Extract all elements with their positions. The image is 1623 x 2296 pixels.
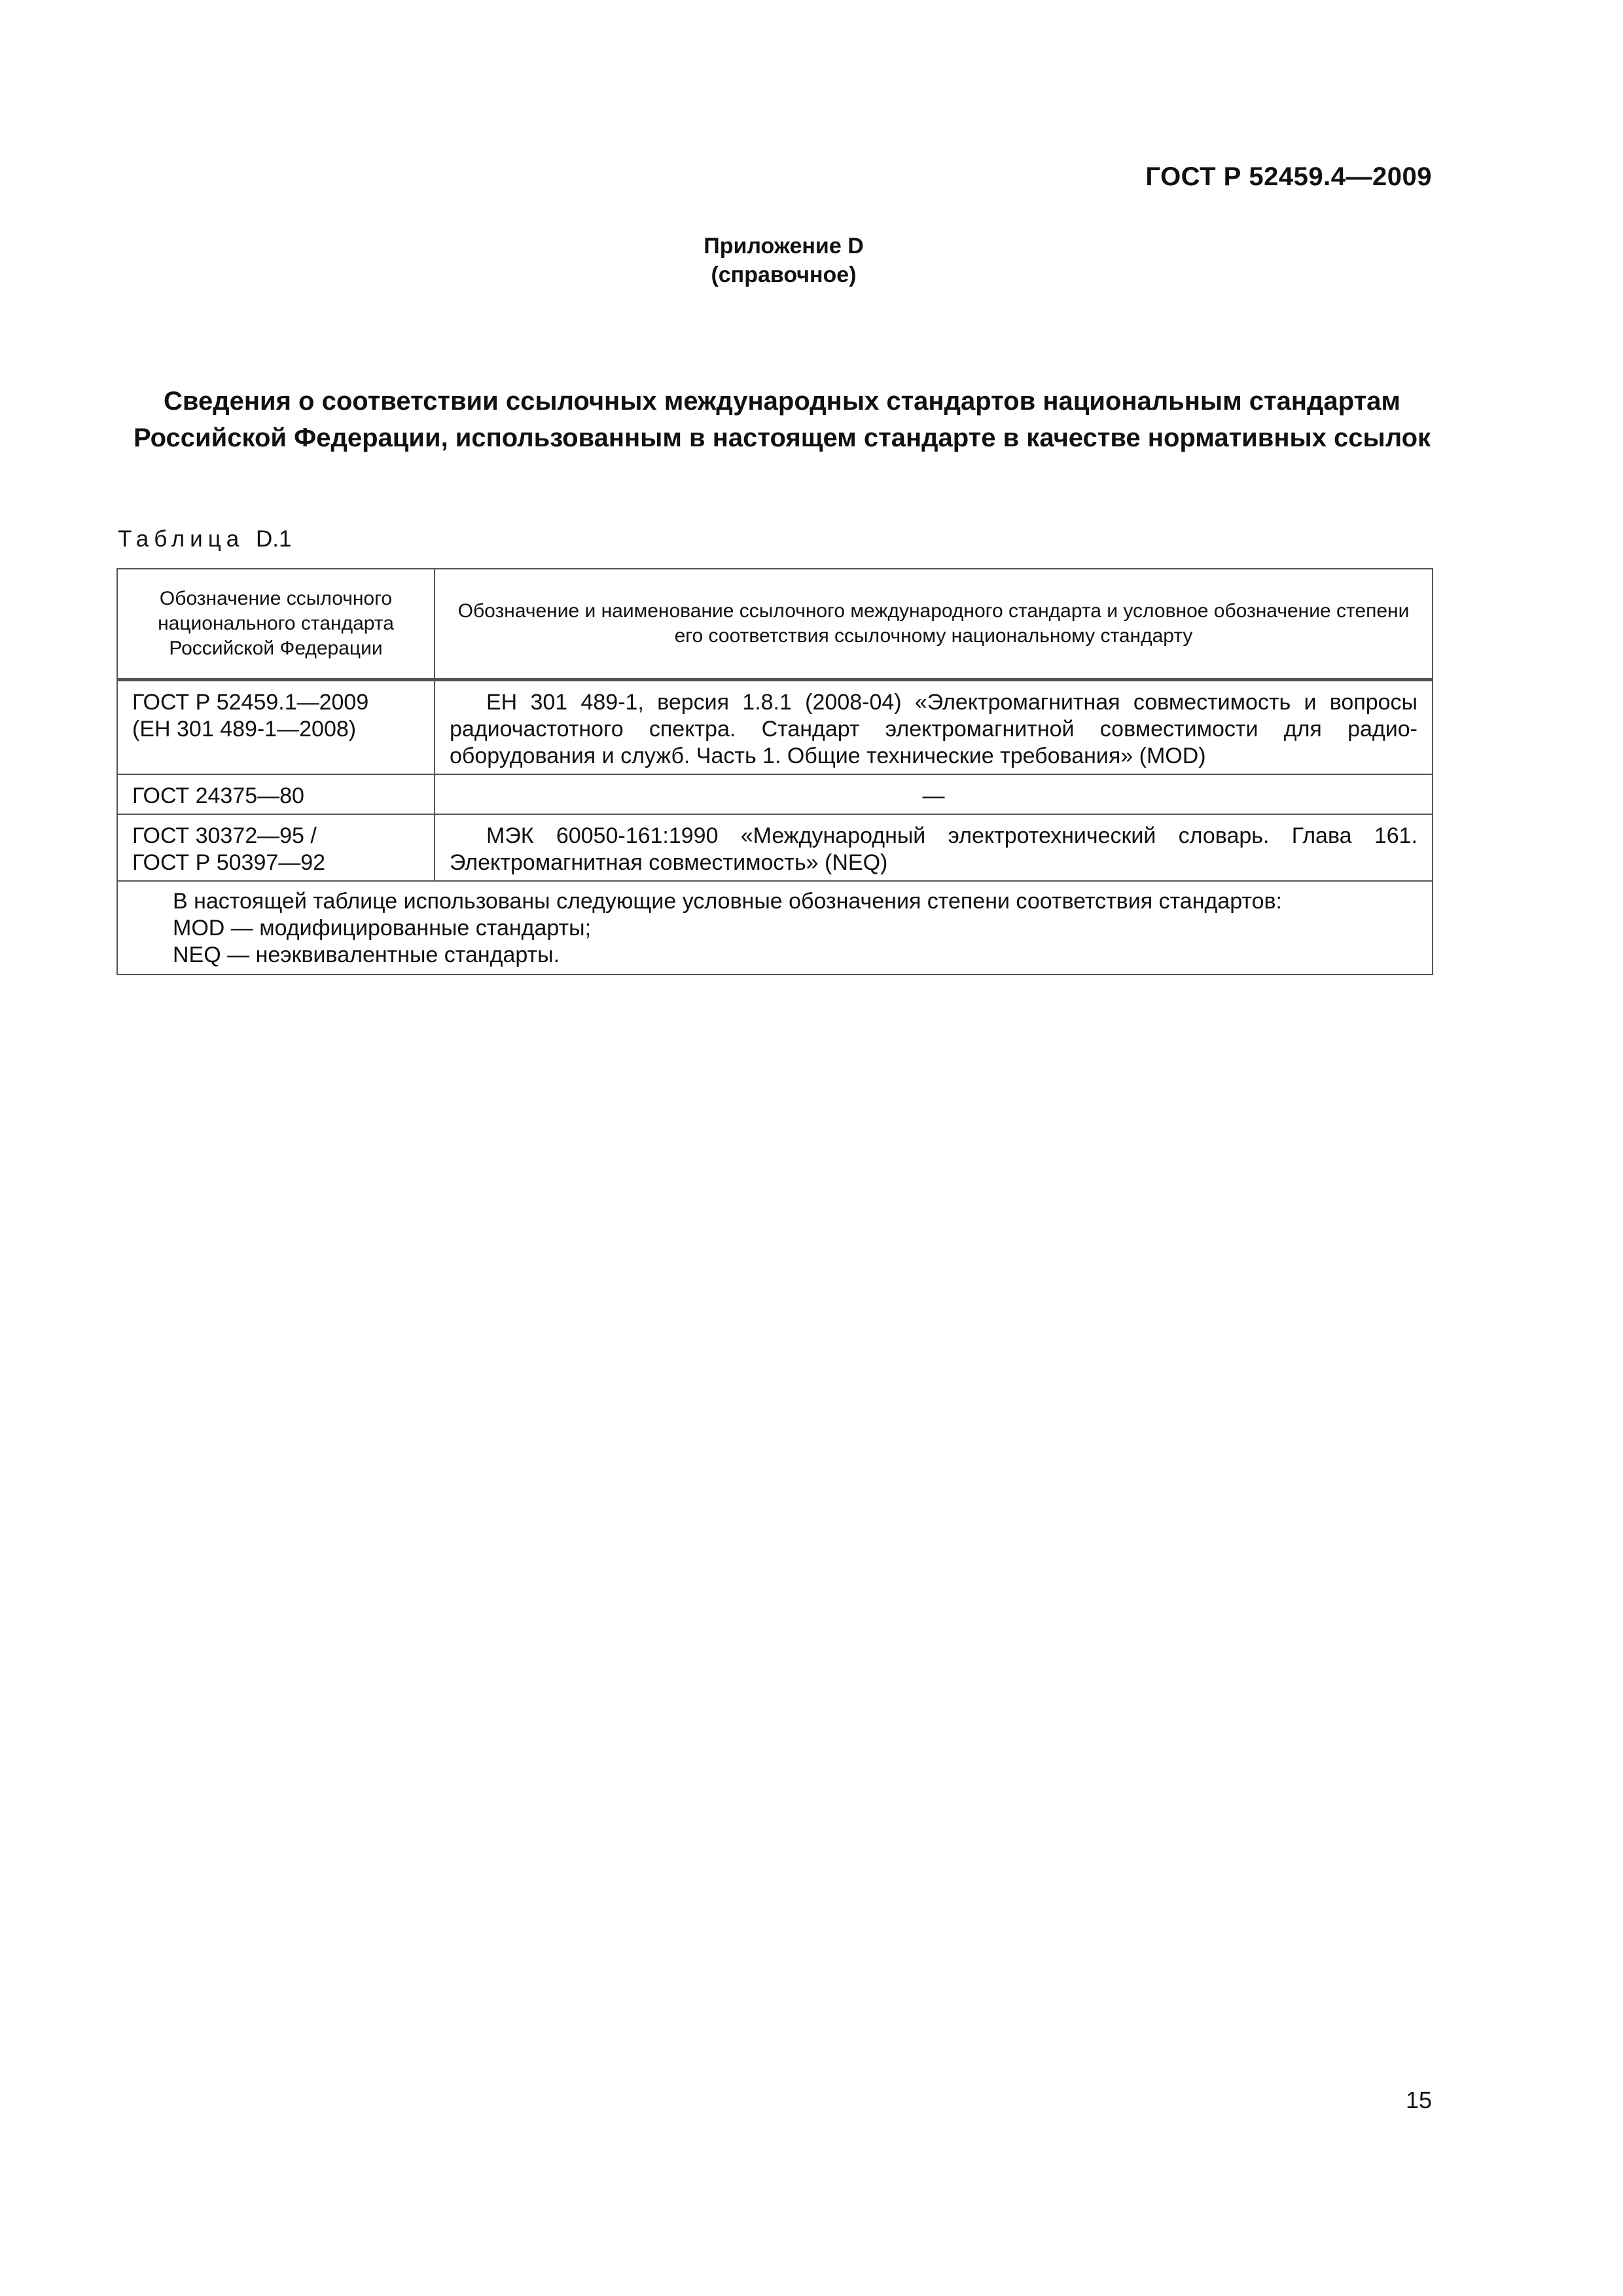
international-standard-cell: МЭК 60050-161:1990 «Международный электротехнический словарь. Глава 161. Электромагнитная совместимость» (NEQ) [435,814,1433,881]
table-row [117,680,1433,775]
header-national-standard: Обозначение ссылочного национального стандарта Российской Федерации [117,569,435,680]
table-header-row [117,569,1433,680]
international-standard-cell: — [435,774,1433,814]
note-intro: В настоящей таблице использованы следующие условные обозначения степени соответствия стандартов: [173,889,1282,914]
note-mod: MOD — модифицированные стандарты; [173,916,592,941]
national-standard-cell [117,680,435,775]
table-note [117,881,1433,975]
national-standard-line: ГОСТ 24375—80 [132,783,304,808]
appendix-title: Приложение D [704,234,864,259]
national-standard-line: ГОСТ Р 52459.1—2009 [132,690,369,715]
national-standard-cell [117,774,435,814]
table-row [117,814,1433,881]
national-standard-line: (ЕН 301 489-1—2008) [132,717,357,742]
table-row [117,774,1433,814]
table-note-row [117,881,1433,975]
standards-table [116,568,1433,975]
document-code: ГОСТ Р 52459.4—2009 [1145,162,1432,191]
national-standard-cell [117,814,435,881]
note-neq: NEQ — неэквивалентные стандарты. [173,942,560,967]
table-caption-number: D.1 [255,526,292,552]
table-caption-word: Таблица [118,526,245,552]
national-standard-line: ГОСТ 30372—95 / [132,823,317,848]
table-caption [118,526,291,552]
header-international-standard: Обозначение и наименование ссылочного международного стандарта и условное обозначение степени его соответствия ссылочному национальному стандарту [435,569,1433,680]
appendix-kind: (справочное) [711,262,857,287]
page-number: 15 [1405,2087,1432,2113]
section-heading: Сведения о соответствии ссылочных международных стандартов национальным стандартам Российской Федерации, использованным в настоящем стандарте в качестве нормативных ссылок [133,387,1431,452]
national-standard-line: ГОСТ Р 50397—92 [132,850,326,875]
international-standard-cell: ЕН 301 489-1, версия 1.8.1 (2008-04) «Электромагнитная совместимость и вопросы радиочастотного спектра. Стандарт электромагнитной совместимости для радиооборудования и служб. Часть 1. Общие технические требования» (MOD) [435,680,1433,775]
